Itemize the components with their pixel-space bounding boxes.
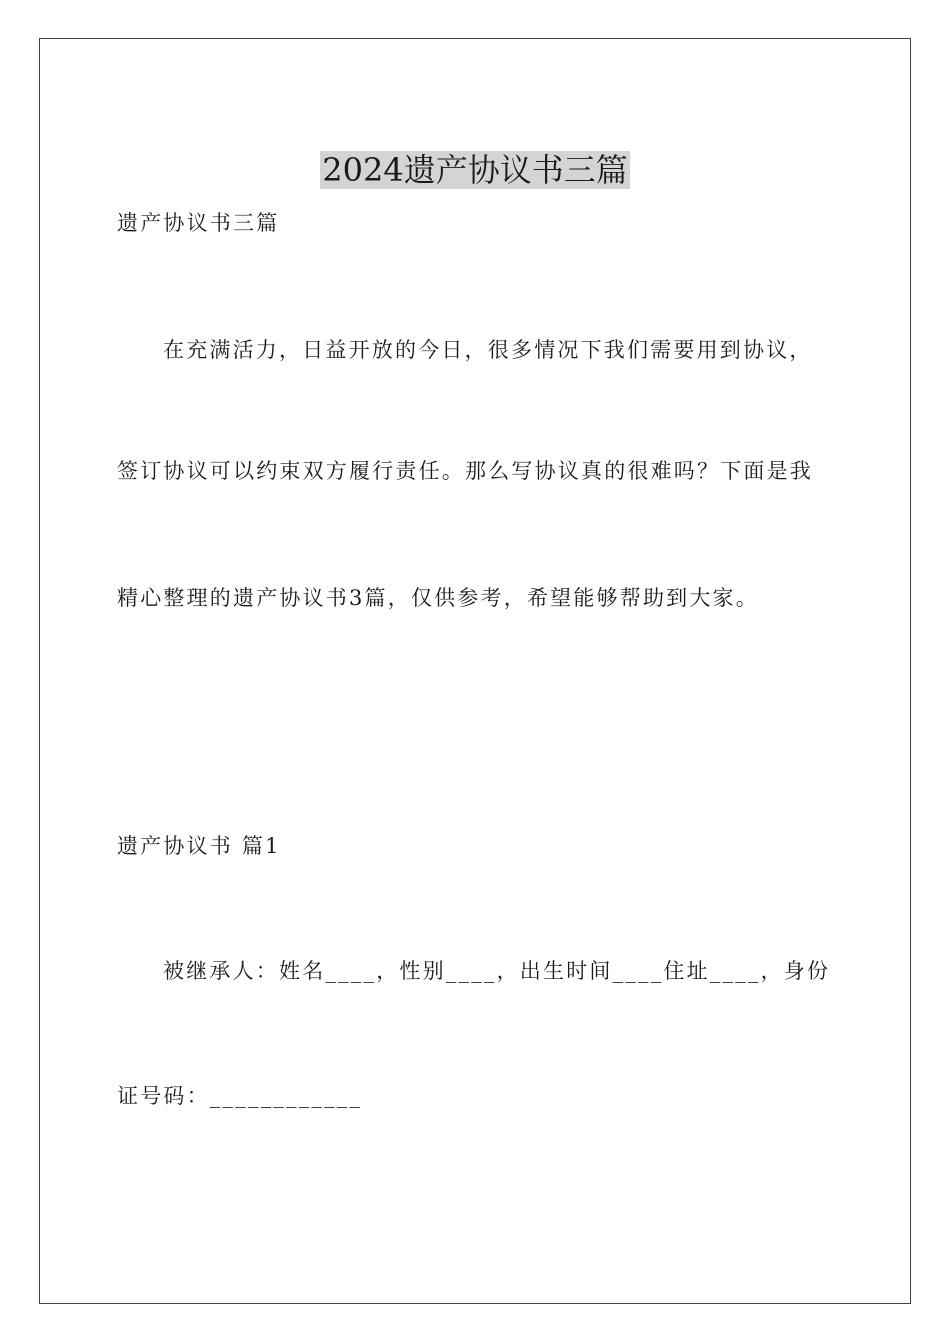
document-title — [0, 149, 950, 191]
section-line-2: 证号码：____________ — [117, 1084, 363, 1108]
intro-line-3: 精心整理的遗产协议书3篇，仅供参考，希望能够帮助到大家。 — [117, 586, 759, 610]
document-subtitle: 遗产协议书三篇 — [117, 211, 280, 235]
document-title-text: 2024遗产协议书三篇 — [322, 151, 628, 190]
intro-line-2: 签订协议可以约束双方履行责任。那么写协议真的很难吗？下面是我 — [117, 459, 813, 483]
section-line-1: 被继承人：姓名____，性别____，出生时间____住址____，身份 — [163, 959, 831, 983]
intro-line-1: 在充满活力，日益开放的今日，很多情况下我们需要用到协议， — [163, 338, 813, 362]
section-heading: 遗产协议书 篇1 — [117, 834, 281, 858]
